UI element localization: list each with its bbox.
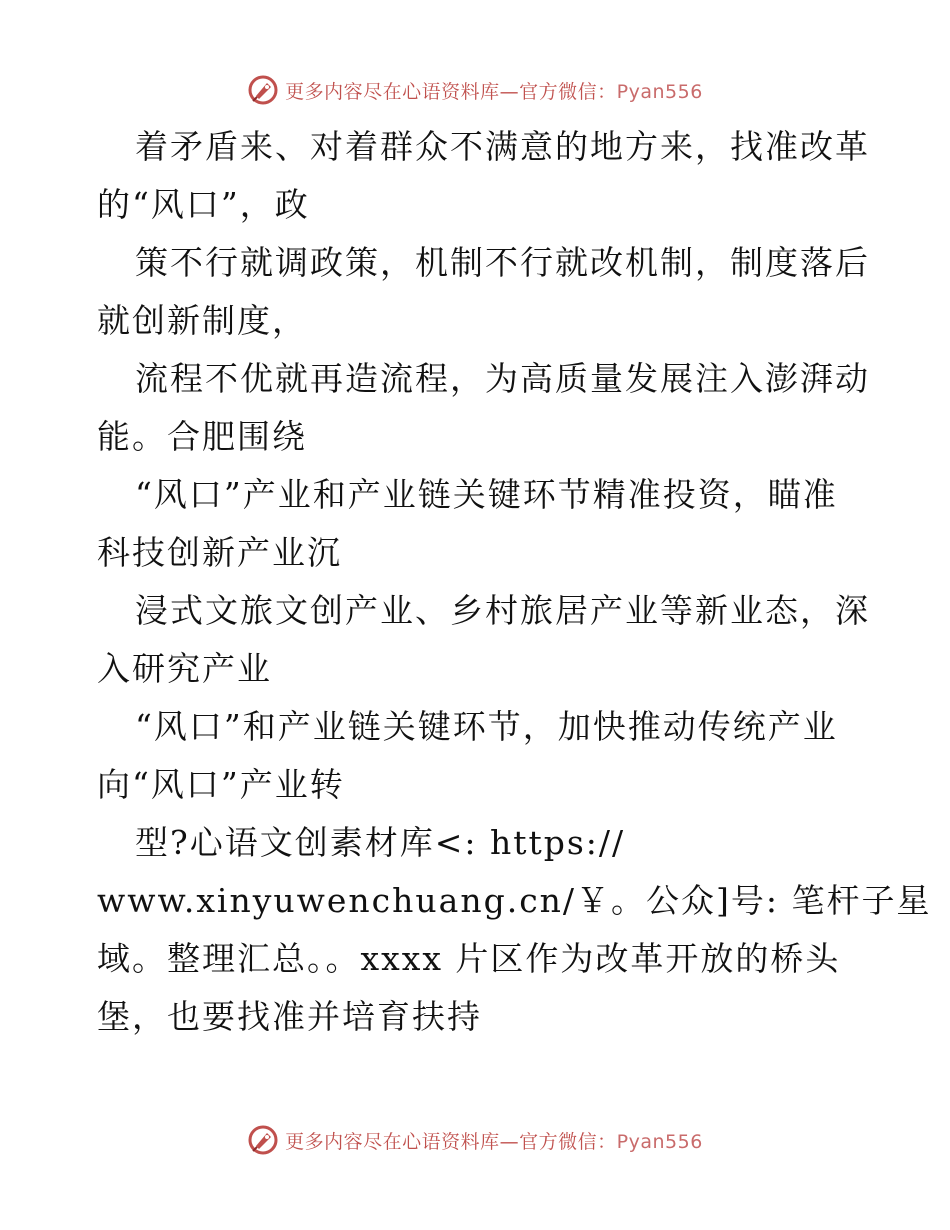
watermark-text: 更多内容尽在心语资料库—官方微信：Pyan556 <box>285 80 703 103</box>
footer-watermark <box>0 1120 950 1160</box>
text-line: 策不行就调政策，机制不行就改机制，制度落后 <box>135 243 870 282</box>
text-line: “风口”和产业链关键环节，加快推动传统产业 <box>135 707 838 746</box>
text-line: 能。合肥围绕 <box>97 417 307 456</box>
header-watermark <box>0 70 950 110</box>
text-line: 着矛盾来、对着群众不满意的地方来，找准改革 <box>135 127 870 166</box>
text-line: 域。整理汇总。。xxxx 片区作为改革开放的桥头 <box>97 939 841 978</box>
text-line: 流程不优就再造流程，为高质量发展注入澎湃动 <box>135 359 870 398</box>
text-line: 浸式文旅文创产业、乡村旅居产业等新业态，深 <box>135 591 870 630</box>
text-line: 型?心语文创素材库<: https:// <box>135 823 626 862</box>
text-line: 的“风口”，政 <box>97 185 310 224</box>
pen-nib-logo-icon <box>247 1124 279 1156</box>
text-line: “风口”产业和产业链关键环节精准投资，瞄准 <box>135 475 838 514</box>
text-line: 科技创新产业沉 <box>97 533 342 572</box>
text-line: www.xinyuwenchuang.cn/￥。公众]号: 笔杆子星 <box>97 881 932 920</box>
watermark-text: 更多内容尽在心语资料库—官方微信：Pyan556 <box>285 1130 703 1153</box>
text-line: 就创新制度， <box>97 301 307 340</box>
text-line: 堡，也要找准并培育扶持 <box>97 997 482 1036</box>
text-line: 向“风口”产业转 <box>97 765 345 804</box>
document-body <box>97 118 932 1046</box>
pen-nib-logo-icon <box>247 74 279 106</box>
text-line: 入研究产业 <box>97 649 272 688</box>
